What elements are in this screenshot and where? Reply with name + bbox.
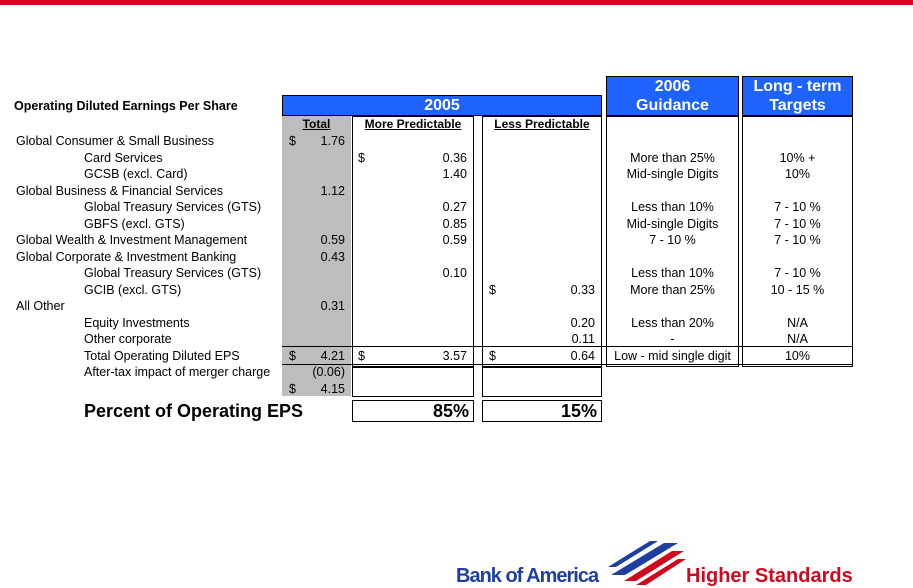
guidance-value: Less than 20% — [631, 315, 714, 330]
percent-less: 15% — [482, 400, 602, 422]
more-value: 3.57 — [442, 348, 467, 363]
header-2005-label: 2005 — [424, 97, 460, 114]
total-rule-bottom — [282, 364, 853, 365]
more-currency: $ — [358, 348, 365, 363]
table-row — [0, 282, 913, 298]
table-row — [0, 216, 913, 232]
more-value: 0.85 — [442, 216, 467, 231]
total-currency: $ — [289, 348, 296, 363]
percent-label: Percent of Operating EPS — [84, 401, 304, 421]
total-value: 1.76 — [320, 134, 345, 148]
table-row — [0, 150, 913, 166]
table-row — [0, 166, 913, 182]
more-value: 0.27 — [442, 200, 467, 214]
row-label: Global Corporate & Investment Banking — [16, 249, 237, 264]
table-row — [0, 298, 913, 314]
guidance-value: Low - mid single digit — [614, 348, 731, 363]
target-value: 7 - 10 % — [774, 233, 821, 247]
column-header-total: Total — [302, 117, 331, 131]
more-currency: $ — [358, 150, 365, 165]
guidance-value: Less than 10% — [631, 266, 714, 280]
target-value: 7 - 10 % — [774, 216, 821, 231]
total-value: 0.59 — [320, 233, 345, 247]
header-targets-line1: Long - term — [753, 78, 842, 95]
less-value: 0.33 — [570, 282, 595, 297]
table-row — [0, 133, 913, 149]
more-value: 0.59 — [442, 233, 467, 247]
less-value: 0.64 — [570, 348, 595, 363]
table-row — [0, 199, 913, 215]
guidance-value: More than 25% — [630, 150, 715, 165]
total-rule-top — [282, 346, 853, 347]
row-label: GBFS (excl. GTS) — [84, 216, 185, 231]
target-value: 10% + — [779, 150, 816, 165]
row-label: Total Operating Diluted EPS — [84, 348, 240, 363]
total-value: (0.06) — [312, 365, 345, 379]
header-targets-line2: Targets — [769, 97, 826, 114]
guidance-value: Less than 10% — [631, 200, 714, 214]
more-value: 1.40 — [442, 167, 467, 181]
table-row — [0, 249, 913, 265]
table-row — [0, 183, 913, 199]
row-label: GCSB (excl. Card) — [84, 167, 188, 181]
total-currency: $ — [289, 134, 296, 148]
guidance-value: 7 - 10 % — [649, 233, 696, 247]
table-row — [0, 364, 913, 380]
top-accent-bar — [0, 0, 913, 5]
more-value: 0.36 — [442, 150, 467, 165]
total-value: 4.21 — [320, 348, 345, 363]
percent-more: 85% — [352, 400, 474, 422]
row-label: All Other — [16, 299, 65, 313]
total-currency: $ — [289, 381, 296, 396]
table-row — [0, 331, 913, 347]
total-value: 1.12 — [320, 183, 345, 198]
flag-logo-icon — [606, 537, 686, 587]
less-value: 0.11 — [571, 332, 595, 346]
row-label: Global Treasury Services (GTS) — [84, 266, 262, 280]
header-guidance-line2: Guidance — [636, 97, 709, 114]
brand-tagline: Higher Standards — [686, 565, 853, 587]
brand-name: Bank of America — [456, 565, 599, 587]
target-value: 10 - 15 % — [770, 282, 825, 297]
column-header-more: More Predictable — [364, 117, 462, 131]
row-label: Card Services — [84, 150, 163, 165]
less-currency: $ — [489, 282, 496, 297]
row-label: Global Business & Financial Services — [16, 183, 224, 198]
table-row — [0, 232, 913, 248]
total-value: 0.31 — [320, 299, 345, 313]
target-value: 7 - 10 % — [774, 266, 821, 280]
header-guidance-line1: 2006 — [654, 78, 691, 95]
row-label: After-tax impact of merger charge — [84, 365, 271, 379]
table-row — [0, 348, 913, 364]
row-label: Global Treasury Services (GTS) — [84, 200, 262, 214]
table-row — [0, 381, 913, 397]
row-label: Global Wealth & Investment Management — [16, 233, 248, 247]
header-2005 — [282, 95, 602, 116]
header-guidance — [606, 76, 739, 116]
guidance-value: More than 25% — [630, 282, 715, 297]
total-value: 4.15 — [320, 381, 345, 396]
target-value: N/A — [787, 315, 808, 330]
less-value: 0.20 — [570, 315, 595, 330]
guidance-value: Mid-single Digits — [626, 216, 719, 231]
row-label: Other corporate — [84, 332, 172, 346]
less-currency: $ — [489, 348, 496, 363]
target-value: N/A — [787, 332, 808, 346]
more-value: 0.10 — [442, 266, 467, 280]
guidance-value: Mid-single Digits — [626, 167, 719, 181]
target-value: 10% — [784, 167, 811, 181]
guidance-value: - — [670, 332, 675, 346]
column-header-less: Less Predictable — [494, 117, 590, 131]
target-value: 7 - 10 % — [774, 200, 821, 214]
table-title: Operating Diluted Earnings Per Share — [14, 99, 238, 113]
table-row — [0, 265, 913, 281]
target-value: 10% — [784, 348, 811, 363]
row-label: GCIB (excl. GTS) — [84, 282, 182, 297]
table-row — [0, 315, 913, 331]
row-label: Global Consumer & Small Business — [16, 134, 214, 148]
header-targets — [742, 76, 853, 116]
total-value: 0.43 — [320, 249, 345, 264]
row-label: Equity Investments — [84, 315, 190, 330]
